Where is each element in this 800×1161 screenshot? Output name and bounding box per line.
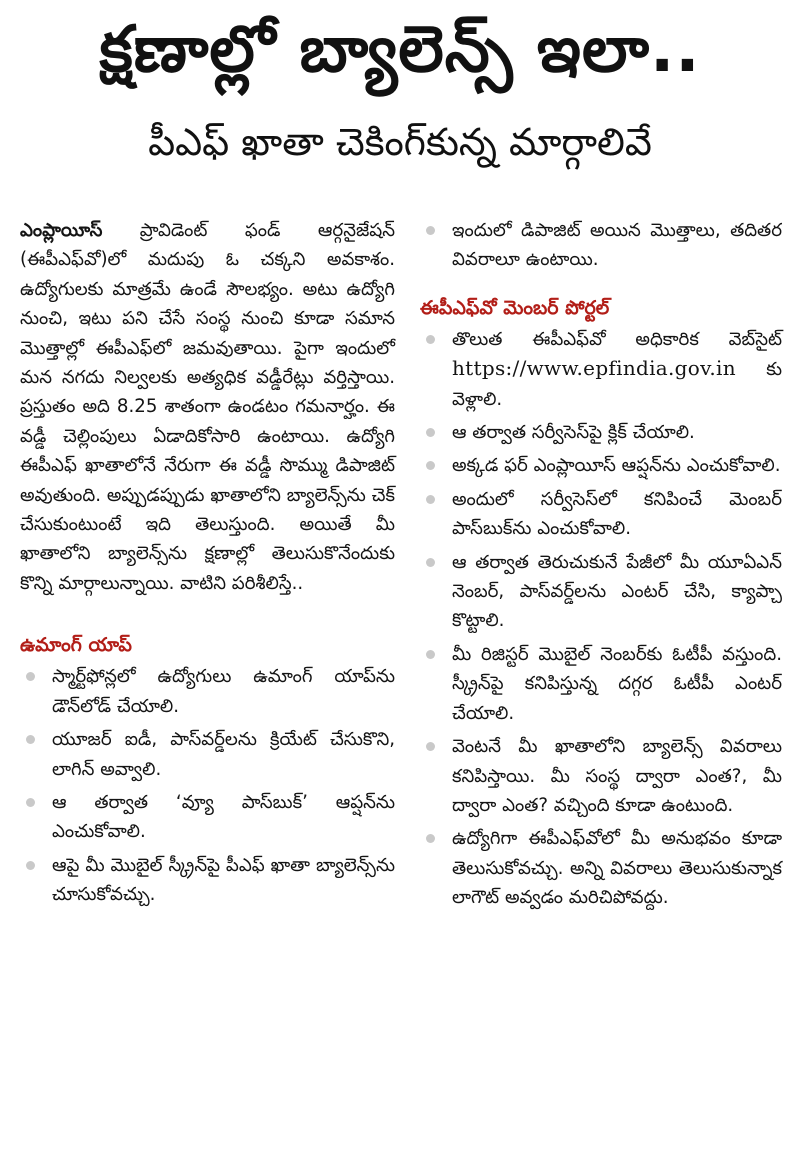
list-item: ఇందులో డిపాజిట్‌ అయిన మొత్తాలు, తదితర వివరాలూ ఉంటాయి.: [420, 216, 782, 275]
umang-heading: ఉమాంగ్‌ యాప్‌: [20, 634, 132, 657]
bullet-icon: [26, 861, 35, 870]
portal-heading: ఈపీఎఫ్‌వో మెంబర్‌ పోర్టల్‌: [420, 296, 610, 319]
list-item: ఆ తర్వాత సర్వీసెస్‌పై క్లిక్‌ చేయాలి.: [420, 418, 782, 447]
bullet-icon: [26, 672, 35, 681]
bullet-icon: [426, 428, 435, 437]
list-item: మీ రిజిస్టర్‌ మొబైల్‌ నెంబర్‌కు ఓటీపీ వస్తుంది. స్క్రీన్‌పై కనిపిస్తున్న దగ్గర ఓటీపీ ఎంటర్‌ చేయాలి.: [420, 640, 782, 728]
epfo-website-url: https://www.epfindia.gov.in: [452, 356, 736, 381]
headline: క్షణాల్లో బ్యాలెన్స్‌ ఇలా..: [99, 13, 701, 87]
bullet-icon: [426, 650, 435, 659]
list-item: ఆపై మీ మొబైల్‌ స్క్రీన్‌పై పీఎఫ్‌ ఖాతా బ్యాలెన్స్‌ను చూసుకోవచ్చు.: [20, 851, 395, 910]
subheadline: పీఎఫ్‌ ఖాతా చెకింగ్‌కున్న మార్గాలివే: [148, 120, 652, 164]
list-item: యూజర్‌ ఐడీ, పాస్‌వర్డ్‌లను క్రియేట్‌ చేసుకొని, లాగిన్‌ అవ్వాలి.: [20, 725, 395, 784]
umang-steps-list: [20, 662, 395, 909]
list-item: వెంటనే మీ ఖాతాలోని బ్యాలెన్స్‌ వివరాలు కనిపిస్తాయి. మీ సంస్థ ద్వారా ఎంత?, మీ ద్వారా ఎంత? వచ్చింది కూడా ఉంటుంది.: [420, 732, 782, 820]
intro-lead-word: ఎంప్లాయీస్‌: [20, 220, 103, 241]
list-item: అక్కడ ఫర్‌ ఎంప్లాయీస్‌ ఆప్షన్‌ను ఎంచుకోవాలి.: [420, 451, 782, 480]
bullet-icon: [426, 742, 435, 751]
list-item: అందులో సర్వీసెస్‌లో కనిపించే మెంబర్‌ పాస్‌బుక్‌ను ఎంచుకోవాలి.: [420, 485, 782, 544]
list-item: ఆ తర్వాత ‘వ్యూ పాస్‌బుక్‌’ ఆప్షన్‌ను ఎంచుకోవాలి.: [20, 788, 395, 847]
bullet-icon: [426, 558, 435, 567]
bullet-icon: [26, 798, 35, 807]
intro-paragraph: [20, 216, 395, 598]
list-item: ఉద్యోగిగా ఈపీఎఫ్‌వోలో మీ అనుభవం కూడా తెలుసుకోవచ్చు. అన్ని వివరాలు తెలుసుకున్నాక లాగౌట్‌ అవ్వడం మరిచిపోవద్దు.: [420, 824, 782, 912]
bullet-icon: [426, 226, 435, 235]
bullet-icon: [426, 834, 435, 843]
right-column: [420, 216, 782, 917]
list-item: ఆ తర్వాత తెరుచుకునే పేజీలో మీ యూఏఎన్‌ నెంబర్‌, పాస్‌వర్డ్‌లను ఎంటర్‌ చేసి, క్యాప్చా కొట్టాలి.: [420, 548, 782, 636]
left-column: [20, 216, 395, 914]
portal-steps-list: [420, 325, 782, 913]
list-item: తొలుత ఈపీఎఫ్‌వో అధికారిక వెబ్‌సైట్‌ https://www.epfindia.gov.in కు వెళ్లాలి.: [420, 325, 782, 414]
list-item: స్మార్ట్‌ఫోన్లలో ఉద్యోగులు ఉమాంగ్‌ యాప్‌ను డౌన్‌లోడ్‌ చేయాలి.: [20, 662, 395, 721]
bullet-icon: [426, 495, 435, 504]
intro-body: ప్రావిడెంట్‌ ఫండ్‌ ఆర్గనైజేషన్‌ (ఈపీఎఫ్‌వో)లో మదుపు ఓ చక్కని అవకాశం. ఉద్యోగులకు మాత్రమే ఉండే సౌలభ్యం. అటు ఉద్యోగి నుంచి, ఇటు పని చేసే సంస్థ నుంచి కూడా సమాన మొత్తాల్లో ఈపీఎఫ్‌లో జమవుతాయి. పైగా ఇందులో మన నగదు నిల్వలకు అత్యధిక వడ్డీరేట్లు వర్తిస్తాయి. ప్రస్తుతం అది 8.25 శాతంగా ఉండటం గమనార్హం. ఈ వడ్డీ చెల్లింపులు ఏడాదికోసారి ఉంటాయి. ఉద్యోగి ఈపీఎఫ్‌ ఖాతాలోనే నేరుగా ఈ వడ్డీ సొమ్ము డిపాజిట్‌ అవుతుంది. అప్పుడప్పుడు ఖాతాలోని బ్యాలెన్స్‌ను చెక్‌ చేసుకుంటుంటే ఇది తెలుస్తుంది. అయితే మీ ఖాతాలోని బ్యాలెన్స్‌ను క్షణాల్లో తెలుసుకొనేందుకు కొన్ని మార్గాలున్నాయి. వాటిని పరిశీలిస్తే..: [20, 220, 395, 594]
umang-steps-continued: [420, 216, 782, 275]
bullet-icon: [426, 461, 435, 470]
bullet-icon: [26, 735, 35, 744]
bullet-icon: [426, 335, 435, 344]
